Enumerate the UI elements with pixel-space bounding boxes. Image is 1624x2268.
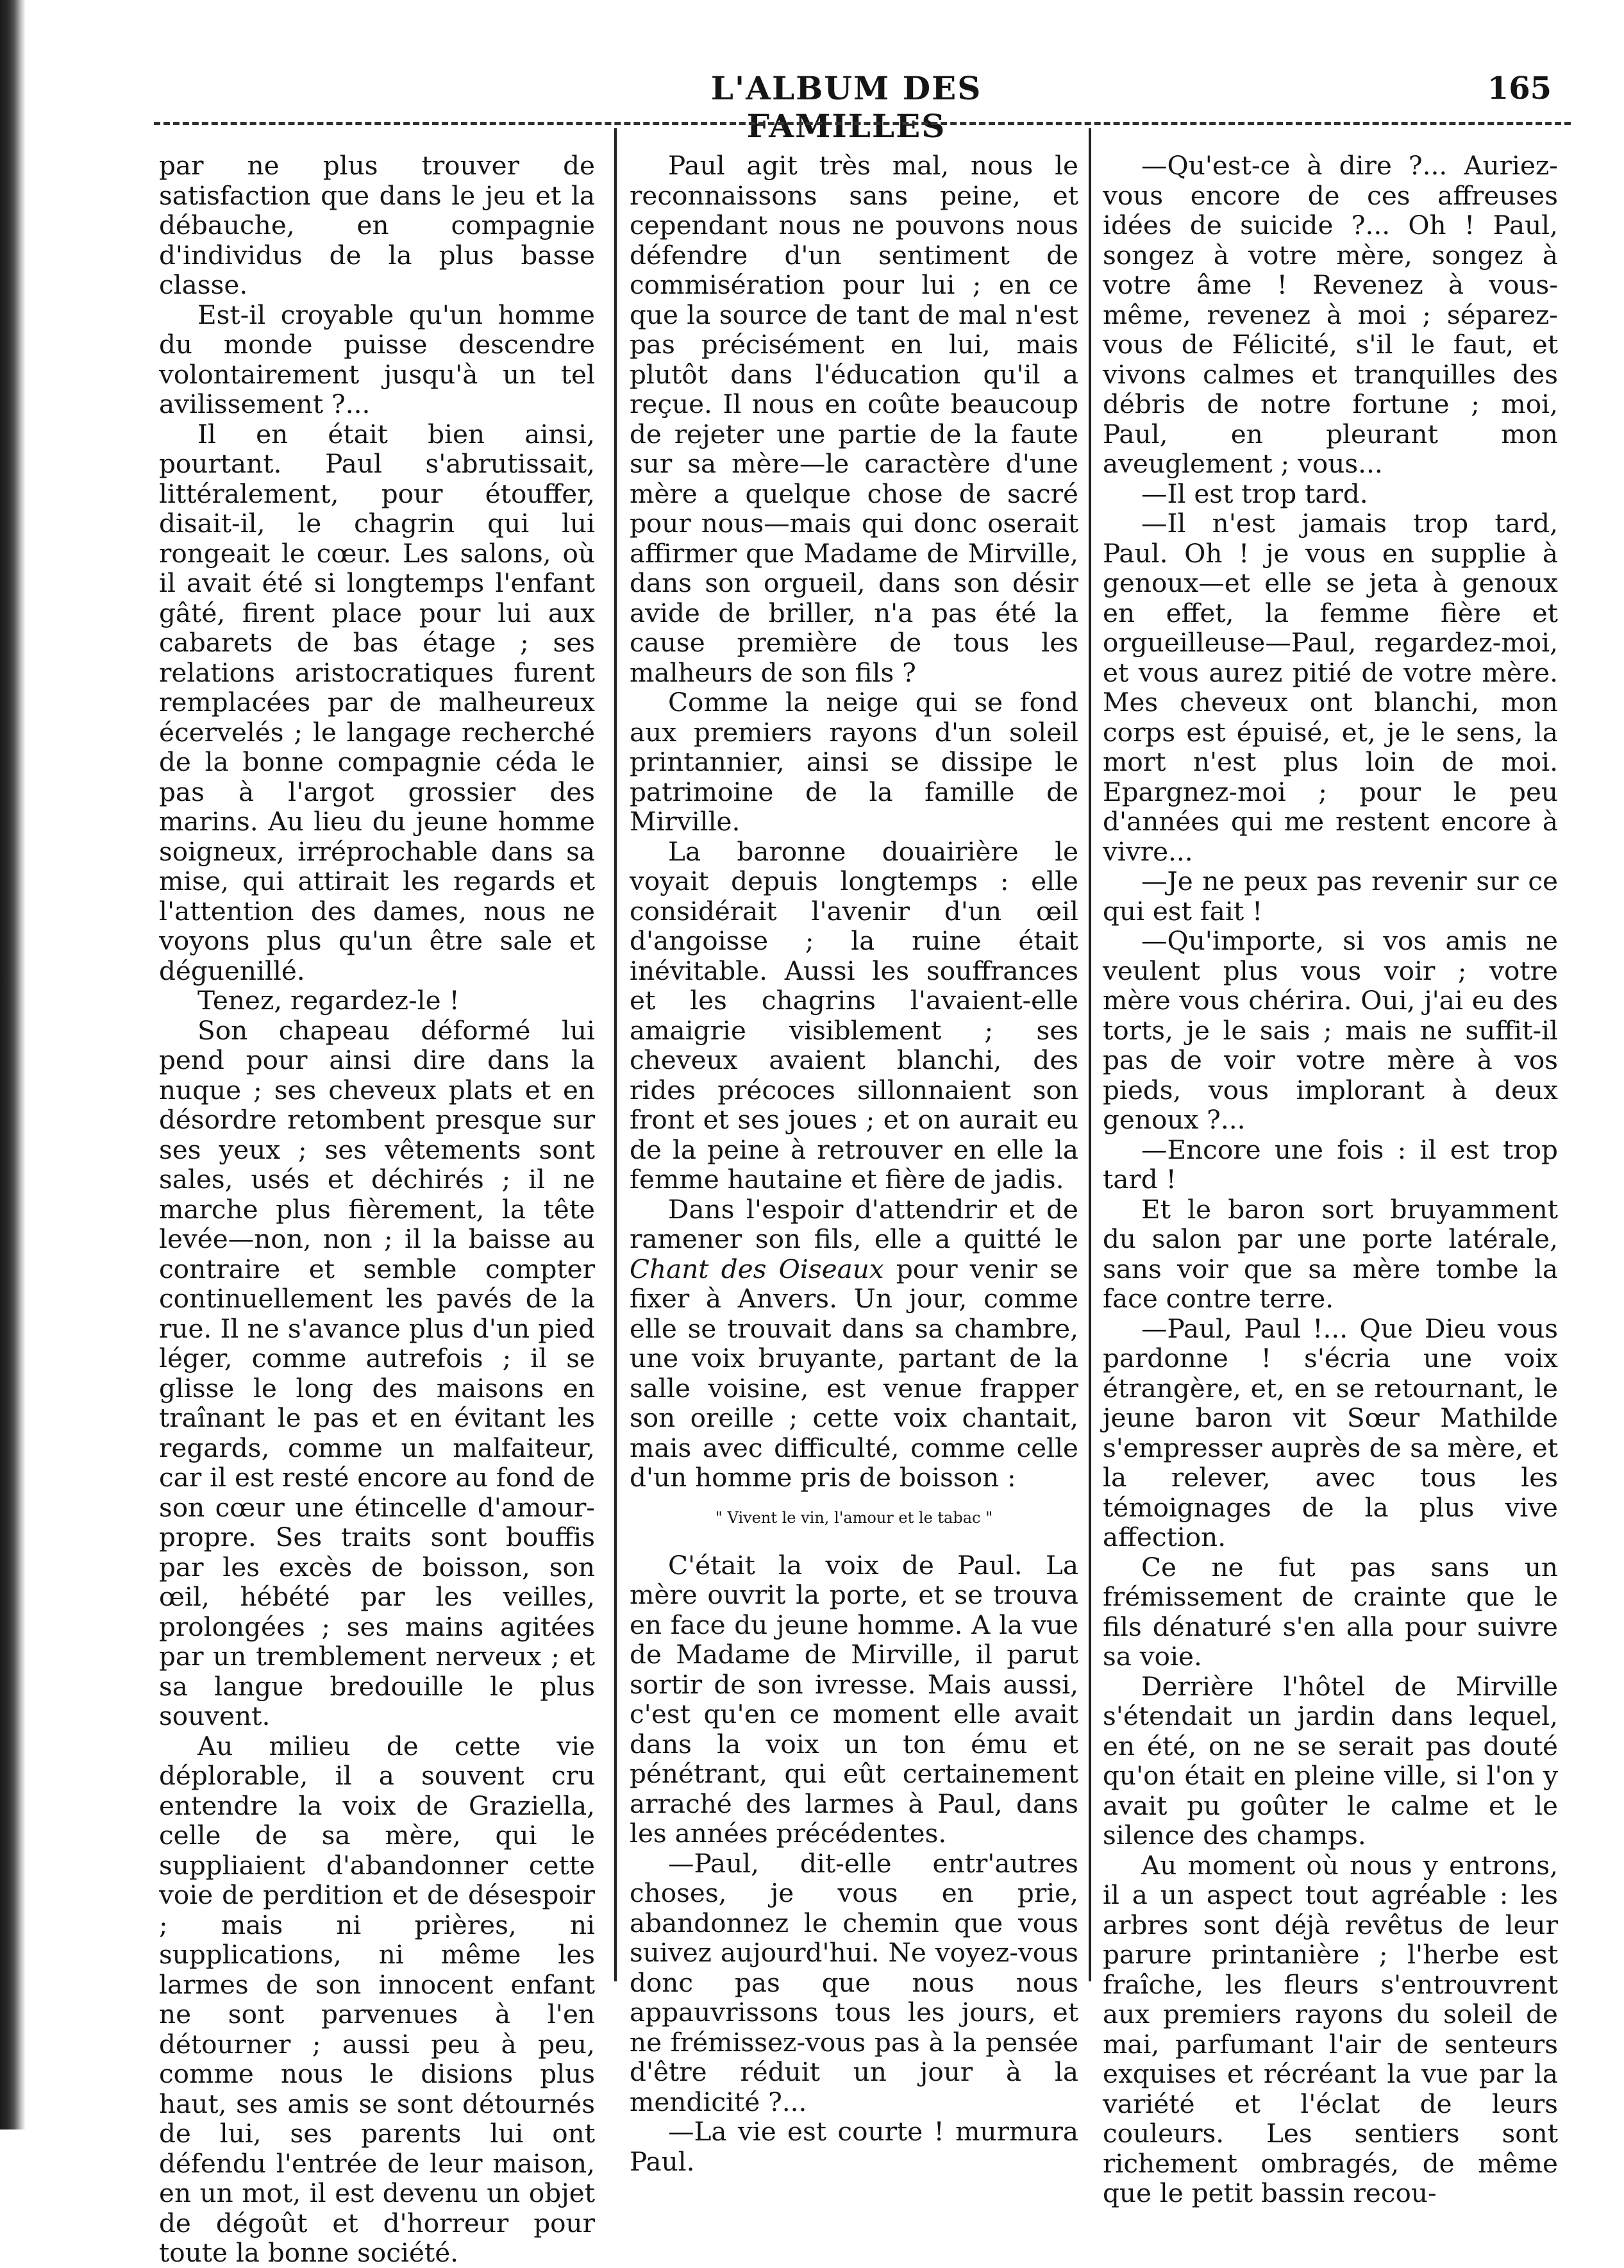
page-number: 165 — [1487, 71, 1552, 106]
paragraph: Comme la neige qui se fond aux premiers rayons d'un soleil printannier, ainsi se dissipe le patrimoine de la famille de Mirville. — [630, 687, 1078, 837]
paragraph: —Paul, Paul !... Que Dieu vous pardonne ! s'écria une voix étrangère, et, en se retournant, le jeune baron vit Sœur Mathilde s'empresser auprès de sa mère, et la relever, avec tous les témoignages de la plus vive affection. — [1103, 1313, 1558, 1552]
column-divider-1 — [614, 128, 617, 1981]
header-rule — [154, 122, 1571, 125]
paragraph-text: Dans l'espoir d'attendrir et de ramener son fils, elle a quitté le — [630, 1193, 1078, 1254]
text-column-2 — [630, 151, 1078, 2176]
paragraph: —Il n'est jamais trop tard, Paul. Oh ! je vous en supplie à genoux—et elle se jeta à genoux en effet, la femme fière et orgueilleuse—Paul, regardez-moi, et vous aurez pitié de votre mère. Mes cheveux ont blanchi, mon corps est épuisé, et, je le sens, la mort n'est plus loin de moi. Epargnez-moi ; pour le peu d'années qui me restent encore à vivre... — [1103, 508, 1558, 867]
paragraph: Au milieu de cette vie déplorable, il a souvent cru entendre la voix de Graziella, celle de sa mère, qui le suppliaient d'abandonner cette voie de perdition et de désespoir ; mais ni prières, ni supplications, ni même les larmes de son innocent enfant ne sont parvenues à l'en détourner ; aussi peu à peu, comme nous le disions plus haut, ses amis se sont détournés de lui, ses parents lui ont défendu l'entrée de leur maison, en un mot, il est devenu un objet de dégoût et d'horreur pour toute la bonne société. — [159, 1730, 595, 2268]
text-column-3 — [1103, 151, 1558, 2208]
song-quote: " Vivent le vin, l'amour et le tabac " — [715, 1508, 993, 1527]
paragraph: Au moment où nous y entrons, il a un aspect tout agréable : les arbres sont déjà revêtus de leur parure printanière ; l'herbe est fraîche, les fleurs s'entrouvrent aux premiers rayons du soleil de mai, parfumant l'air de senteurs exquises et récréant la vue par la variété et l'éclat de leurs couleurs. Les sentiers sont richement ombragés, de même que le petit bassin recou- — [1103, 1849, 1558, 2208]
paragraph: —La vie est courte ! murmura Paul. — [630, 2116, 1078, 2177]
paragraph: La baronne douairière le voyait depuis longtemps : elle considérait l'avenir d'un œil d'angoisse ; la ruine était inévitable. Aussi les souffrances et les chagrins l'avaient-elle amaigrie visiblement ; ses cheveux avaient blanchi, des rides précoces sillonnaient son front et ses joues ; et on aurait eu de la peine à retrouver en elle la femme hautaine et fière de jadis. — [630, 836, 1078, 1195]
paragraph: par ne plus trouver de satisfaction que dans le jeu et la débauche, en compagnie d'individus de la plus basse classe. — [159, 150, 595, 300]
paragraph: —Qu'importe, si vos amis ne veulent plus vous voir ; votre mère vous chérira. Oui, j'ai eu des torts, je le sais ; mais ne suffit-il pas de voir votre mère à vos pieds, vous implorant à deux genoux ?... — [1103, 925, 1558, 1135]
italic-title: Chant des Oiseaux — [630, 1253, 884, 1284]
paragraph: Tenez, regardez-le ! — [197, 985, 460, 1016]
paragraph: Et le baron sort bruyamment du salon par une porte latérale, sans voir que sa mère tombe la face contre terre. — [1103, 1193, 1558, 1314]
column-divider-2 — [1089, 128, 1091, 1981]
text-column-1 — [159, 151, 595, 2268]
running-header-title: L'ALBUM DES FAMILLES — [710, 69, 982, 145]
paragraph: Derrière l'hôtel de Mirville s'étendait un jardin dans lequel, en été, on ne se serait pas douté qu'on était en pleine ville, si l'on y avait pu goûter le calme et le silence des champs. — [1103, 1670, 1558, 1851]
paragraph: Son chapeau déformé lui pend pour ainsi dire dans la nuque ; ses cheveux plats et en désordre retombent presque sur ses yeux ; ses vêtements sont sales, usés et déchirés ; il ne marche plus fièrement, la tête levée—non, non ; il la baisse au contraire et semble compter continuellement les pavés de la rue. Il ne s'avance plus d'un pied léger, comme autrefois ; il se glisse le long des maisons en traînant le pas et en évitant les regards, comme un malfaiteur, car il est resté encore au fond de son cœur une étincelle d'amour-propre. Ses traits sont bouffis par les excès de boisson, son œil, hébété par les veilles, prolongées ; ses mains agitées par un tremblement nerveux ; et sa langue bredouille le plus souvent. — [159, 1014, 595, 1731]
paragraph: Paul agit très mal, nous le reconnaissons sans peine, et cependant nous ne pouvons nous défendre d'un sentiment de commisération pour lui ; en ce que la source de tant de mal n'est pas précisément en lui, mais plutôt dans l'éducation qu'il a reçue. Il nous en coûte beaucoup de rejeter une partie de la faute sur sa mère—le caractère d'une mère a quelque chose de sacré pour nous—mais qui donc oserait affirmer que Madame de Mirville, dans son orgueil, dans son désir avide de briller, n'a pas été la cause première de tous les malheurs de son fils ? — [630, 150, 1078, 688]
paragraph: C'était la voix de Paul. La mère ouvrit la porte, et se trouva en face du jeune homme. A la vue de Madame de Mirville, il parut sortir de son ivresse. Mais aussi, c'est qu'en ce moment elle avait dans la voix un ton ému et pénétrant, qui eût certainement arraché des larmes à Paul, dans les années précédentes. — [630, 1549, 1078, 1849]
paragraph: Il en était bien ainsi, pourtant. Paul s'abrutissait, littéralement, pour étouffer, disait-il, le chagrin qui lui rongeait le cœur. Les salons, où il avait été si longtemps l'enfant gâté, firent place pour lui aux cabarets de bas étage ; ses relations aristocratiques furent remplacées par de malheureux écervelés ; le langage recherché de la bonne compagnie céda le pas à l'argot grossier des marins. Au lieu du jeune homme soigneux, irréprochable dans sa mise, qui attirait les regards et l'attention des dames, nous ne voyons plus qu'un être sale et déguenillé. — [159, 418, 595, 986]
paragraph: —Encore une fois : il est trop tard ! — [1103, 1134, 1558, 1195]
paragraph: Est-il croyable qu'un homme du monde puisse descendre volontairement jusqu'à un tel avilissement ?... — [159, 299, 595, 419]
page-binding-edge — [0, 0, 26, 2129]
paragraph-text: pour venir se fixer à Anvers. Un jour, comme elle se trouvait dans sa chambre, une voix bruyante, partant de la salle voisine, est venue frapper son oreille ; cette voix chantait, mais avec difficulté, comme celle d'un homme pris de boisson : — [630, 1253, 1078, 1493]
paragraph: —Paul, dit-elle entr'autres choses, je vous en prie, abandonnez le chemin que vous suivez aujourd'hui. Ne voyez-vous donc pas que nous nous appauvrissons tous les jours, et ne frémissez-vous pas à la pensée d'être réduit un jour à la mendicité ?... — [630, 1847, 1078, 2117]
paragraph: —Qu'est-ce à dire ?... Auriez-vous encore de ces affreuses idées de suicide ?... Oh ! Paul, songez à votre mère, songez à votre âme ! Revenez à vous-même, revenez à moi ; séparez-vous de Félicité, s'il le faut, et vivons calmes et tranquilles des débris de notre fortune ; moi, Paul, en pleurant mon aveuglement ; vous... — [1103, 150, 1558, 479]
paragraph — [630, 1195, 1078, 1493]
paragraph: —Il est trop tard. — [1141, 478, 1368, 509]
paragraph: Ce ne fut pas sans un frémissement de crainte que le fils dénaturé s'en alla pour suivre sa voie. — [1103, 1551, 1558, 1672]
paragraph: —Je ne peux pas revenir sur ce qui est fait ! — [1103, 866, 1558, 927]
